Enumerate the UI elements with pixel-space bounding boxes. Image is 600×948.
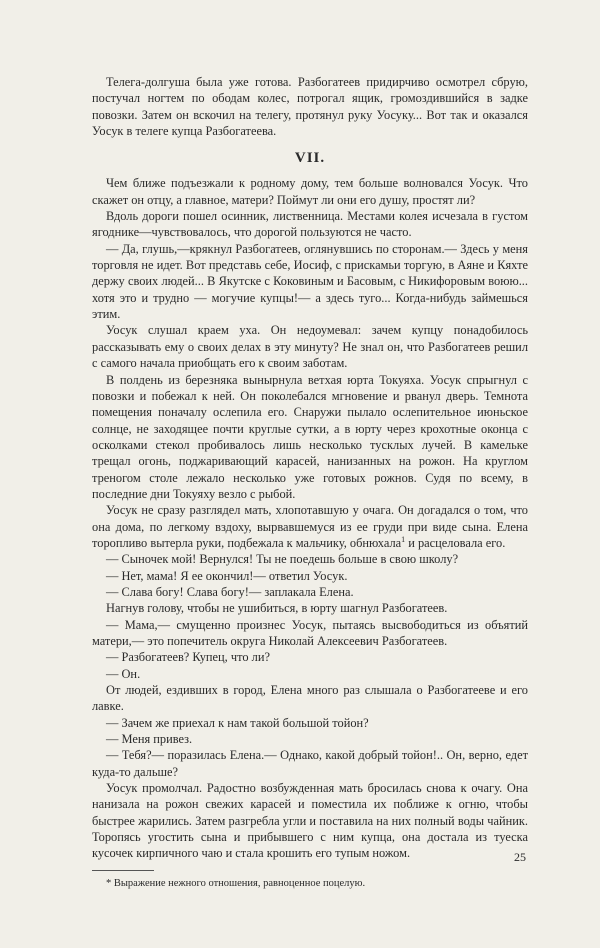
- paragraph: Уосук промолчал. Радостно возбужденная мать бросилась снова к очагу. Она нанизала на рожон свежих карасей и поместила их поближе к огню, чтобы быстрее жарились. Затем разгребла угли и поставила на них полный воды чайник. Торопясь угостить сына и прибывшего с ним купца, она достала из туеска кусочек кирпичного чаю и стала крошить его тупым ножом.: [92, 781, 528, 861]
- paragraph: В полдень из березняка вынырнула ветхая юрта Токуяха. Уосук спрыгнул с повозки и побежал к ней. Он поколебался мгновение и рванул дверь. Темнота помещения поначалу ослепила его. Снаружи пылало ослепительное июньское солнце, не заходящее почти круглые сутки, а в юрту через крохотные оконца с осколками стекол пробивалось лишь несколько тусклых лучей. В камельке трещал огонь, поджаривающий карасей, нанизанных на рожон. На круглом треногом столе лежало несколько уже готовых рожнов. Судя по всему, в последние дни Токуяху везло с рыбой.: [92, 372, 528, 501]
- dialogue-line: — Нет, мама! Я ее окончил!— ответил Уосук.: [106, 568, 348, 583]
- paragraph: [92, 502, 528, 551]
- dialogue-line: — Меня привез.: [106, 732, 193, 747]
- dialogue-line: — Мама,— смущенно произнес Уосук, пытаясь высвободиться из объятий матери,— это попечитель округа Николай Алексеевич Разбогатеев.: [92, 617, 528, 648]
- footnote: * Выражение нежного отношения, равноценное поцелую.: [106, 877, 366, 889]
- paragraph: Нагнув голову, чтобы не ушибиться, в юрту шагнул Разбогатеев.: [106, 601, 448, 616]
- dialogue-line: — Сыночек мой! Вернулся! Ты не поедешь больше в свою школу?: [106, 552, 459, 567]
- paragraph: Вдоль дороги пошел осинник, лиственница. Местами колея исчезала в густом ягоднике—чувствовалось, что дорогой пользуются не часто.: [92, 209, 528, 240]
- page-text: [92, 74, 528, 891]
- dialogue-line: — Разбогатеев? Купец, что ли?: [106, 650, 270, 665]
- paragraph: — Да, глушь,—крякнул Разбогатеев, оглянувшись по сторонам.— Здесь у меня торговля не идет. Вот представь себе, Иосиф, с прискамьи торгую, в Аяне и Кяхте держу своих людей... В Якутске с Коковиным и Басовым, с Никифоровым воюю... хотя это и трудно — могучие купцы!— а здесь туго... Когда-нибудь займешься этим.: [92, 241, 528, 322]
- chapter-heading: VII.: [294, 150, 326, 167]
- footnote-marker: 1: [401, 534, 406, 544]
- paragraph: Уосук слушал краем уха. Он недоумевал: зачем купцу понадобилось рассказывать ему о своих делах в эту минуту? Не знал он, что Разбогатеев решил с самого начала приобщать его к своим заботам.: [92, 323, 528, 371]
- footnote-separator: [92, 870, 154, 871]
- dialogue-line: — Зачем же приехал к нам такой большой тойон?: [106, 715, 369, 730]
- dialogue-line: — Он.: [106, 666, 141, 681]
- page-number: 25: [514, 850, 526, 864]
- dialogue-line: — Слава богу! Слава богу!— заплакала Елена.: [106, 584, 354, 599]
- paragraph-text: Уосук не сразу разглядел мать, хлопотавшую у очага. Он догадался о том, что она дома, по легкому вздоху, вырвавшемуся из ее груди при виде сына. Елена торопливо вытерла руки, подбежала к мальчику, обнюхала: [92, 503, 528, 550]
- dialogue-line: — Тебя?— поразилась Елена.— Однако, какой добрый тойон!.. Он, верно, едет куда-то дальше?: [92, 748, 528, 779]
- paragraph-continuation: и расцеловала его.: [408, 535, 506, 550]
- paragraph: Чем ближе подъезжали к родному дому, тем больше волновался Уосук. Что скажет он отцу, а главное, матери? Поймут ли они его душу, простят ли?: [92, 176, 528, 207]
- paragraph: Телега-долгуша была уже готова. Разбогатеев придирчиво осмотрел сбрую, постучал ногтем по ободам колес, потрогал ящик, громоздившийся в задке повозки. Затем он вскочил на телегу, протянул руку Уосуку... Вот так и оказался Уосук в телеге купца Разбогатеева.: [92, 75, 528, 139]
- paragraph: От людей, ездивших в город, Елена много раз слышала о Разбогатееве и его лавке.: [92, 683, 528, 714]
